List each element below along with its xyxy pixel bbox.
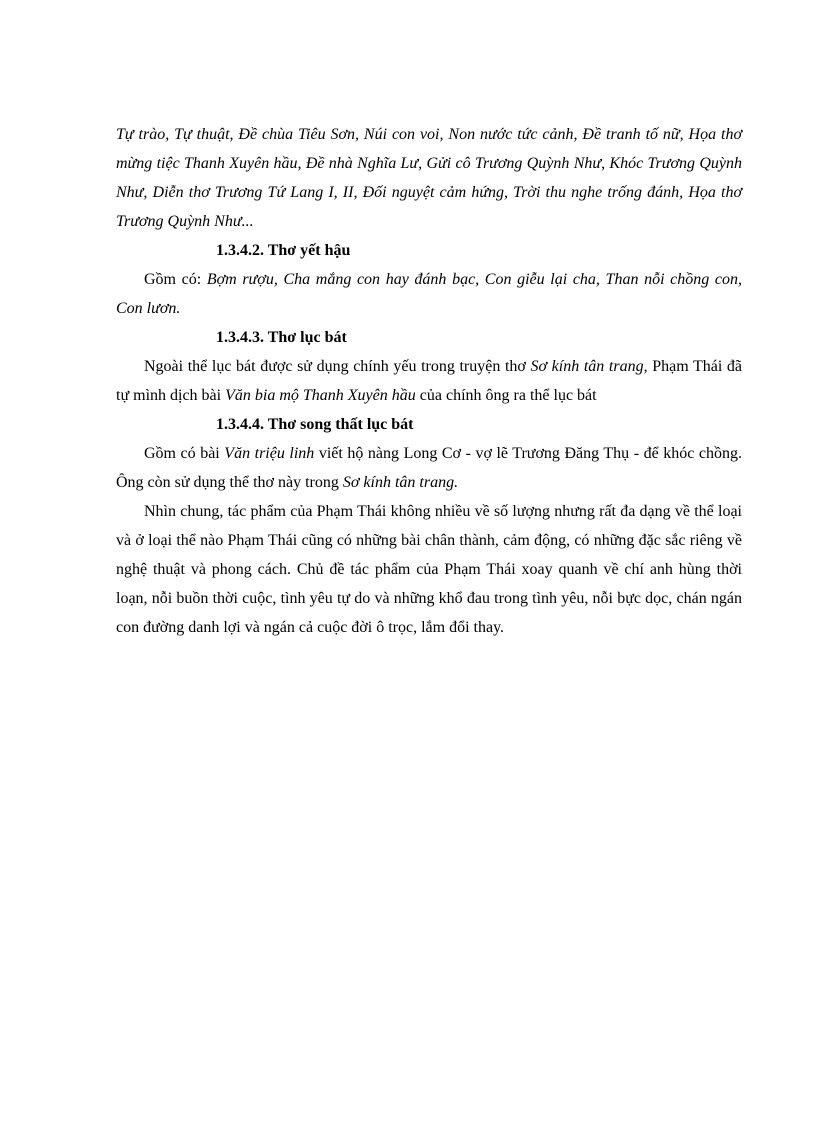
luc-bat-text-a: Ngoài thể lục bát được sử dụng chính yếu trong truyện thơ (144, 358, 531, 375)
song-that-title-so-kinh: Sơ kính tân trang. (342, 474, 459, 491)
luc-bat-text-c: , Phạm Thái đã tự mình dịch bài (116, 358, 743, 404)
yet-hau-works: Bợm rượu, Cha mắng con hay đánh bạc, Con giễu lại cha, Than nỗi chồng con, Con lươn. (116, 271, 743, 317)
luc-bat-paragraph (116, 352, 742, 410)
song-that-paragraph (116, 439, 742, 497)
yet-hau-lead: Gồm có: (144, 271, 207, 288)
luc-bat-title-so-kinh: Sơ kính tân trang (530, 358, 644, 375)
section-heading-1343: 1.3.4.3. Thơ lục bát (216, 329, 347, 346)
works-list-paragraph (116, 120, 742, 236)
song-that-text-a: Gồm có bài (144, 445, 225, 462)
yet-hau-paragraph (116, 265, 742, 323)
luc-bat-title-van-bia: Văn bia mộ Thanh Xuyên hầu (225, 387, 416, 404)
song-that-title-van-trieu-linh: Văn triệu linh (224, 445, 315, 462)
summary-paragraph: Nhìn chung, tác phẩm của Phạm Thái không nhiều về số lượng nhưng rất đa dạng về thể loại và ở loại thể nào Phạm Thái cũng có những bài chân thành, cảm động, có những đặc sắc riêng về nghệ thuật và phong cách. Chủ đề tác phẩm của Phạm Thái xoay quanh về chí anh hùng thời loạn, nỗi buồn thời cuộc, tình yêu tự do và những khổ đau trong tình yêu, nỗi bực dọc, chán ngán con đường danh lợi và ngán cả cuộc đời ô trọc, lắm đổi thay. (116, 503, 742, 636)
luc-bat-text-e: của chính ông ra thể lục bát (415, 387, 597, 404)
section-heading-1344: 1.3.4.4. Thơ song thất lục bát (216, 416, 414, 433)
works-list-text: Tự trào, Tự thuật, Đề chùa Tiêu Sơn, Núi con voi, Non nước tức cảnh, Đề tranh tố nữ, Họa thơ mừng tiệc Thanh Xuyên hầu, Đề nhà Nghĩa Lư, Gửi cô Trương Quỳnh Như, Khóc Trương Quỳnh Như, Diễn thơ Trương Tứ Lang I, II, Đối nguyệt cảm hứng, Trời thu nghe trống đánh, Họa thơ Trương Quỳnh Như... (116, 126, 742, 230)
section-heading-1342: 1.3.4.2. Thơ yết hậu (216, 242, 351, 259)
song-that-text-c: viết hộ nàng Long Cơ - vợ lẽ Trương Đăng Thụ - để khóc chồng. Ông còn sử dụng thể thơ này trong (116, 445, 742, 491)
document-page (116, 120, 742, 642)
